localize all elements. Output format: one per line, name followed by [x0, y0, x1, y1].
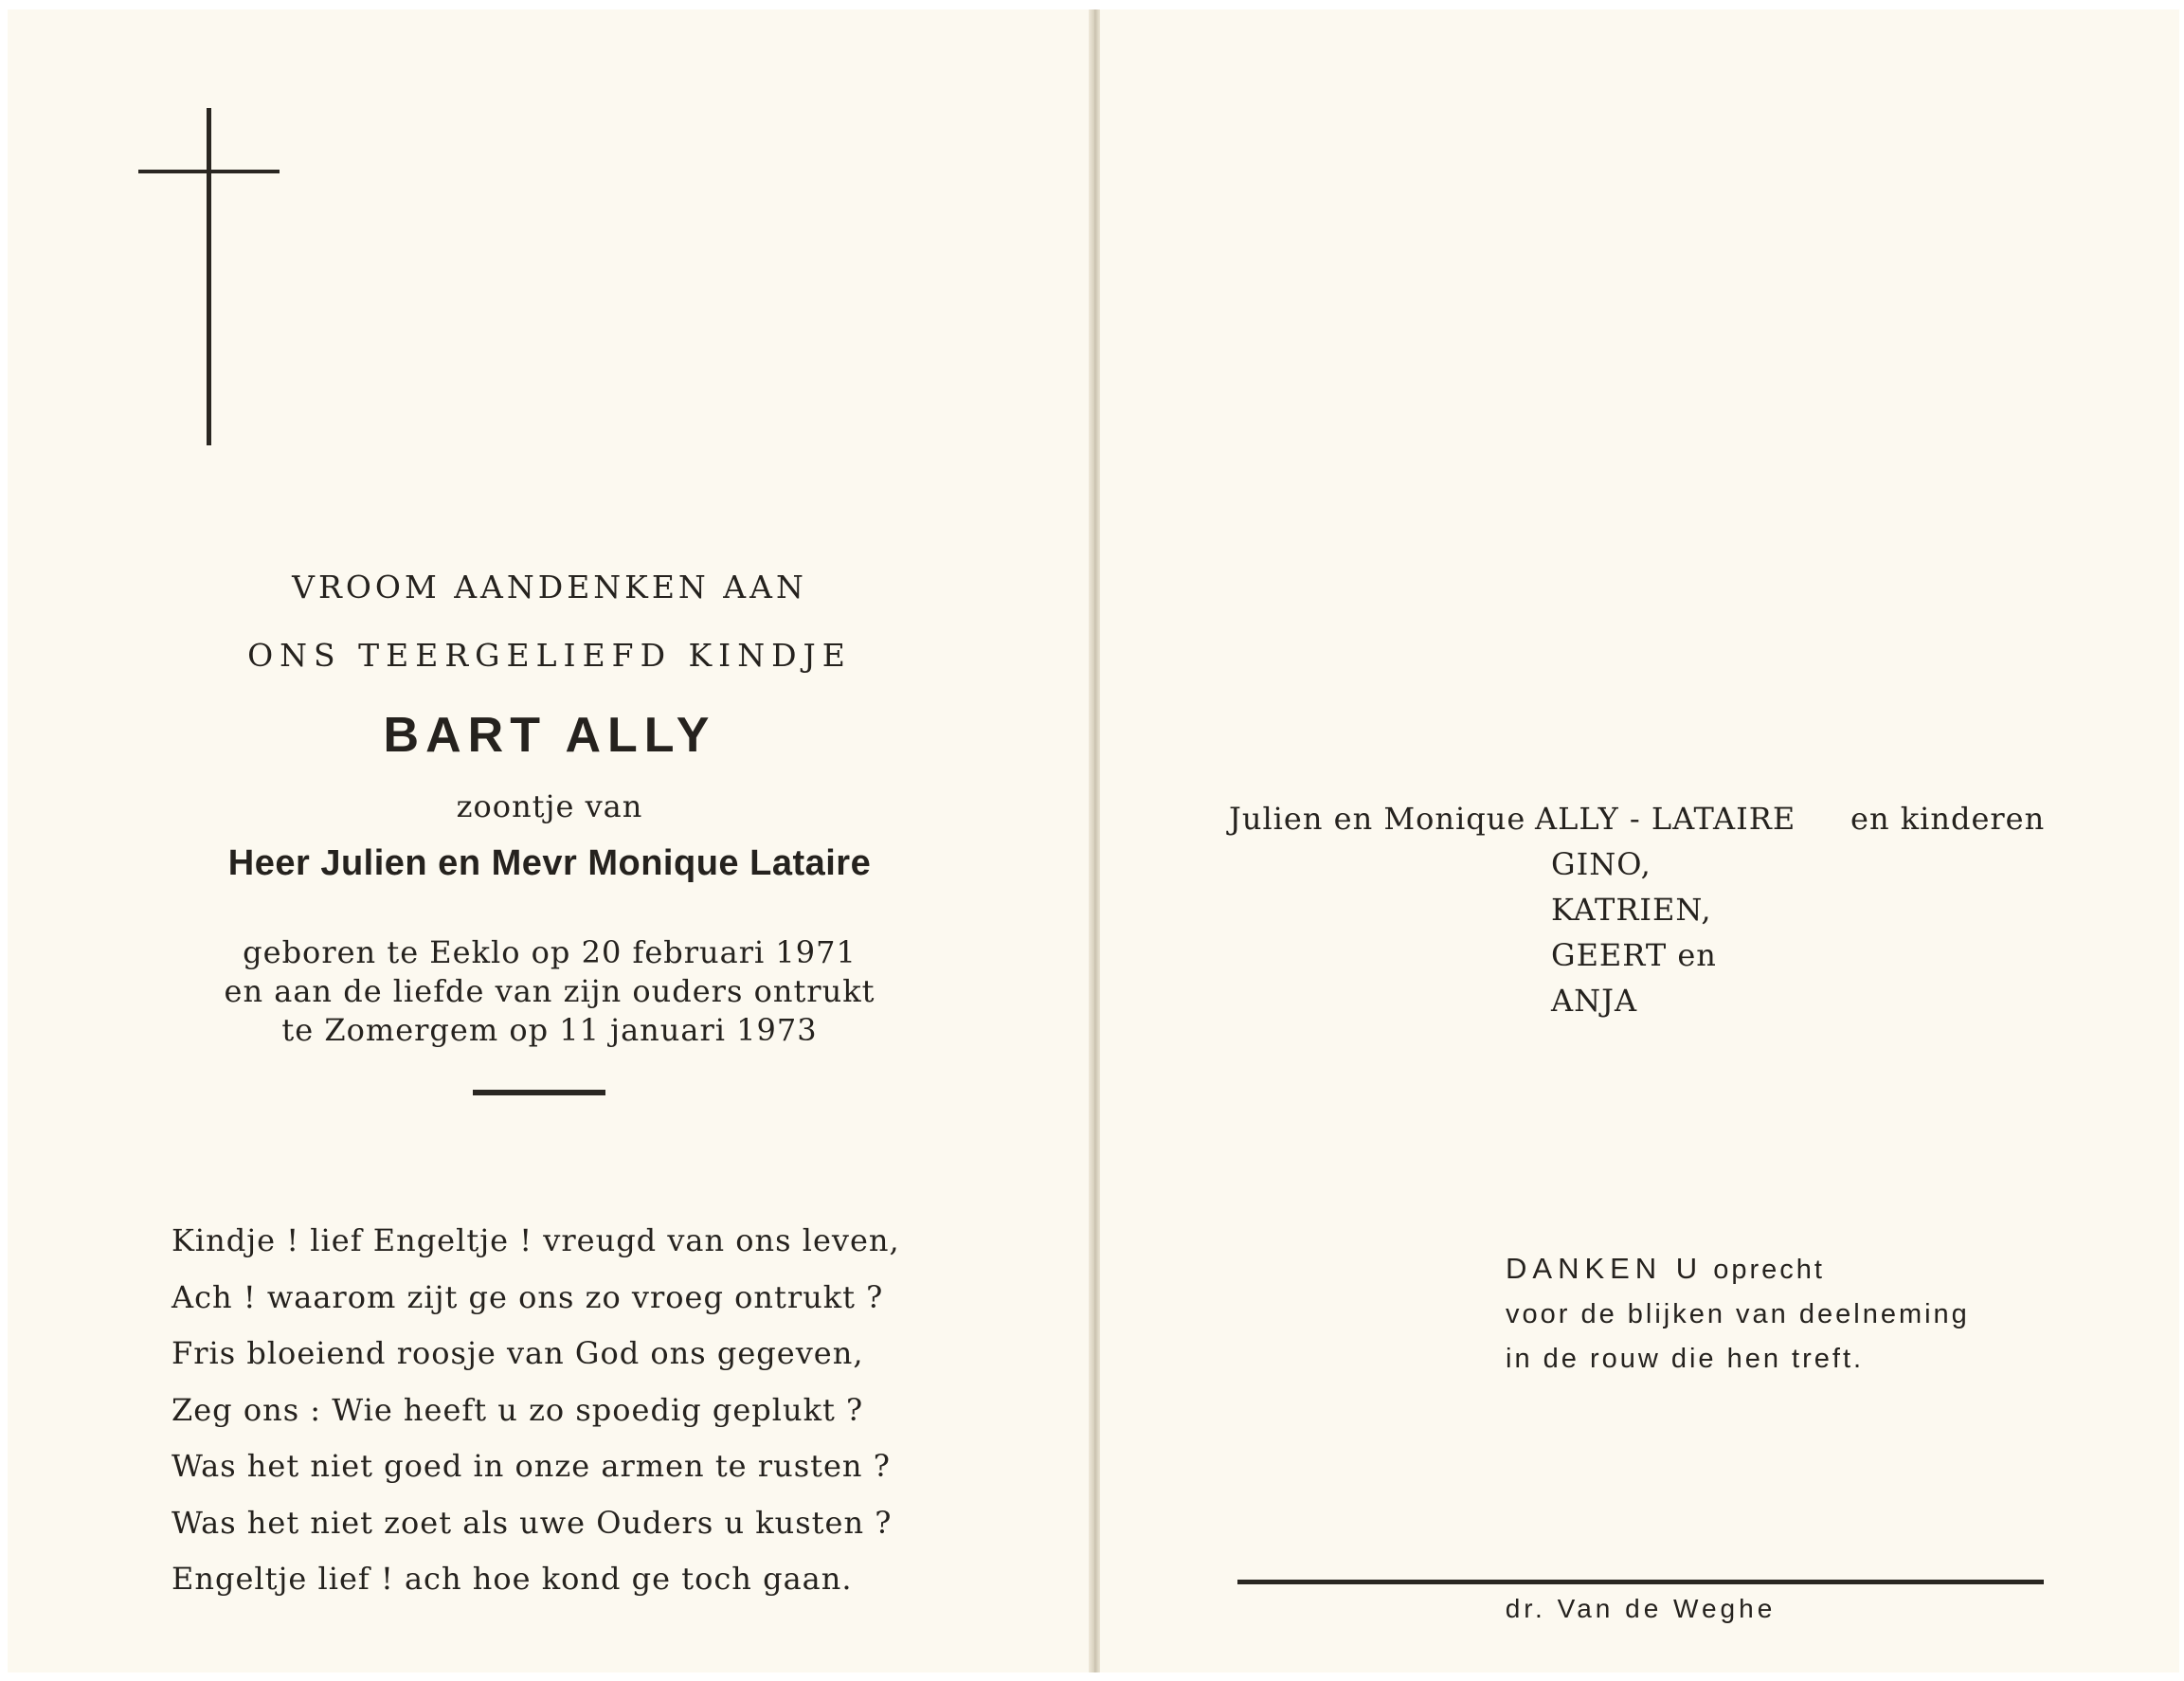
cross-icon [207, 108, 211, 445]
thanks-word: DANKEN U [1506, 1252, 1704, 1285]
thanks-block [1506, 1246, 1970, 1382]
memorial-card [8, 9, 2179, 1672]
poem-line: Fris bloeiend roosje van God ons gegeven, [171, 1335, 864, 1371]
child-item: GEERT en [1551, 937, 1717, 973]
heading-line-2: ONS TEERGELIEFD KINDJE [247, 637, 852, 674]
family-intro: Julien en Monique [1229, 801, 1526, 837]
heading-line-1: VROOM AANDENKEN AAN [292, 569, 807, 606]
child-item: ANJA [1551, 983, 1638, 1019]
death-line-2: te Zomergem op 11 januari 1973 [281, 1012, 818, 1048]
poem-line: Engeltje lief ! ach hoe kond ge toch gaan. [171, 1561, 853, 1597]
thanks-line-2: voor de blijken van deelneming [1506, 1299, 1970, 1329]
thanks-rest: oprecht [1713, 1255, 1825, 1285]
footer-rule [1237, 1580, 2044, 1584]
dates-block [8, 933, 1092, 1050]
family-surname: ALLY - LATAIRE [1535, 801, 1796, 837]
family-children-label: en kinderen [1850, 801, 2046, 837]
relation-text: zoontje van [456, 788, 643, 824]
poem-line: Was het niet goed in onze armen te rusten ? [171, 1448, 891, 1484]
thanks-line-3: in de rouw die hen treft. [1506, 1344, 1865, 1374]
child-item: KATRIEN, [1551, 892, 1712, 928]
poem-line: Ach ! waarom zijt ge ons zo vroeg ontrukt ? [171, 1278, 884, 1315]
poem-line: Kindje ! lief Engeltje ! vreugd van ons leven, [171, 1222, 900, 1258]
thanks-line-1 [1506, 1246, 1970, 1292]
death-line-1: en aan de liefde van zijn ouders ontrukt [224, 973, 875, 1009]
printer-credit: dr. Van de Weghe [1505, 1594, 1777, 1623]
birth-line: geboren te Eeklo op 20 februari 1971 [243, 934, 857, 970]
divider-line [473, 1090, 605, 1095]
child-name: BART ALLY [383, 708, 716, 763]
poem [171, 1213, 900, 1608]
children-list [1551, 841, 1717, 1023]
cross-icon-bar [138, 170, 280, 173]
child-item: GINO, [1551, 846, 1652, 882]
left-panel [8, 9, 1092, 1672]
poem-line: Zeg ons : Wie heeft u zo spoedig geplukt ? [171, 1391, 864, 1428]
parents-name: Heer Julien en Mevr Monique Lataire [227, 843, 872, 883]
right-panel [1095, 9, 2179, 1672]
poem-line: Was het niet zoet als uwe Ouders u kusten ? [171, 1504, 893, 1541]
